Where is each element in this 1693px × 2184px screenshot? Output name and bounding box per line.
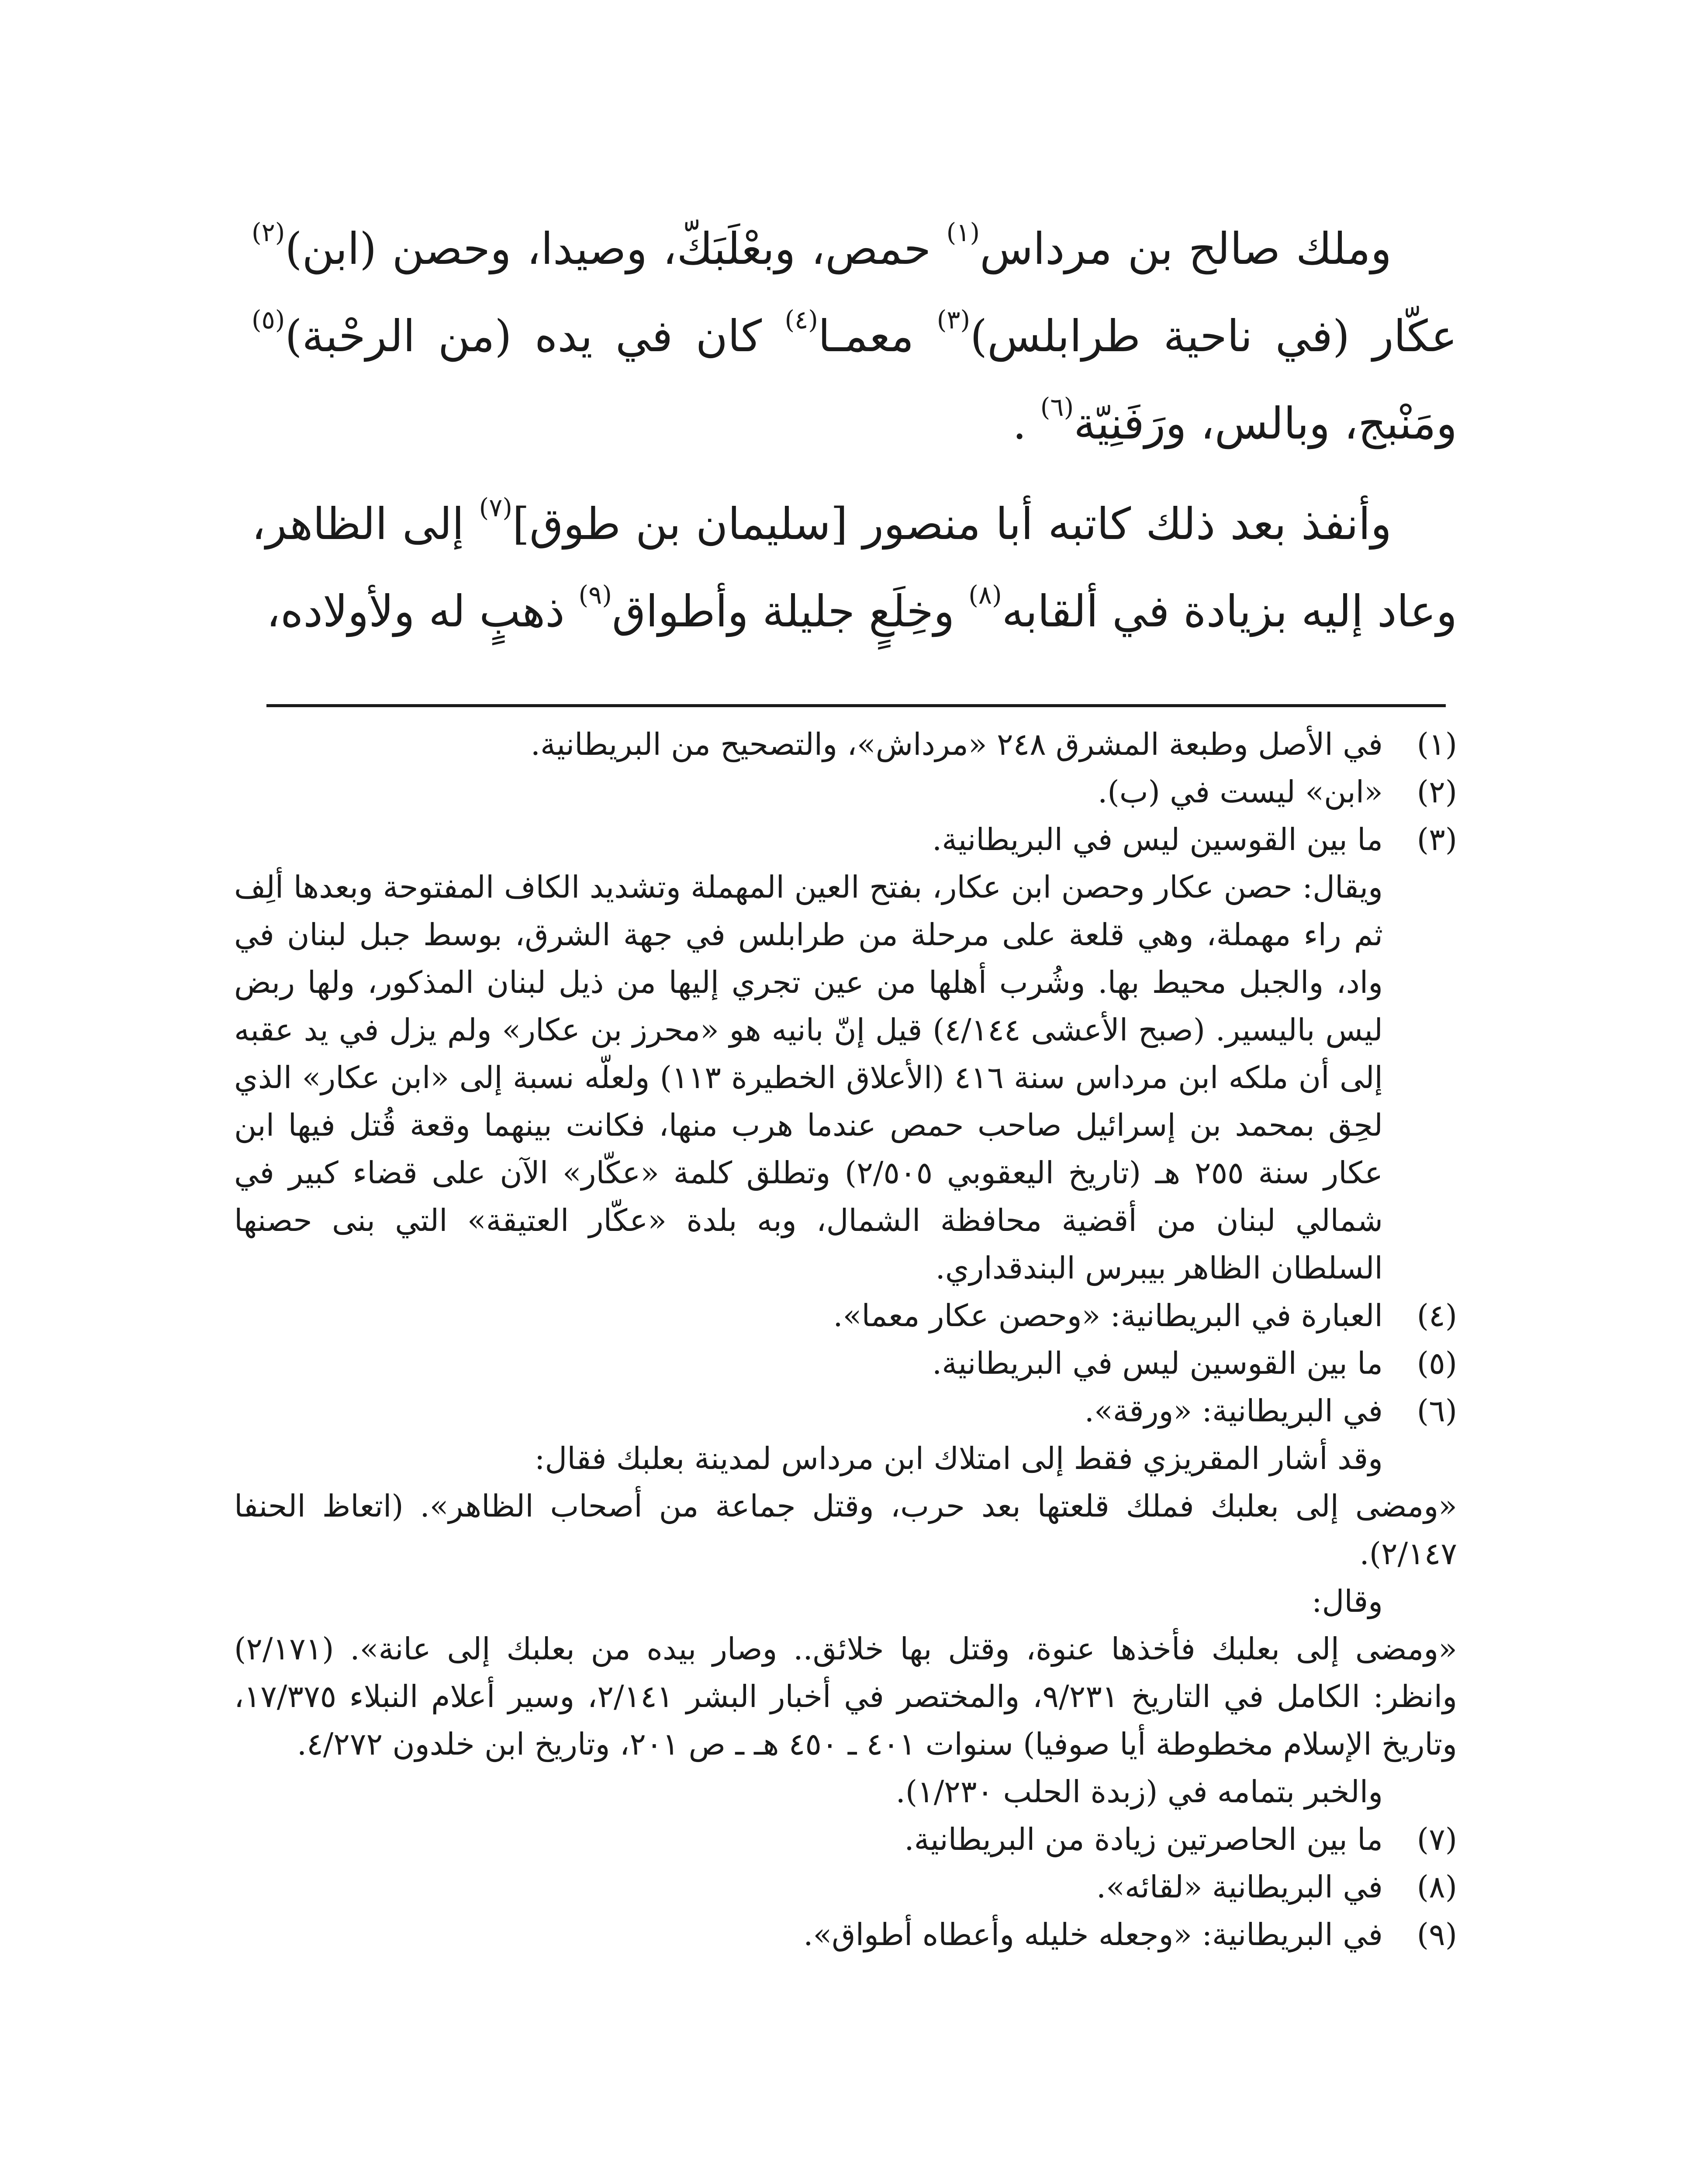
footnote-5 — [234, 1340, 1457, 1387]
footnote-6-continuation: وقد أشار المقريزي فقط إلى امتلاك ابن مرداس لمدينة بعلبك فقال: — [534, 1441, 1383, 1476]
paragraph-2-text: إلى الظاهر، وعاد إليه بزيادة في ألقابه — [252, 498, 1457, 637]
footnote-text: «ابن» ليست في (ب). — [1098, 774, 1383, 810]
footnote-text: في البريطانية: «ورقة». — [1084, 1393, 1383, 1429]
paragraph-1-text: كان في يده (من الرحْبة) — [285, 311, 785, 362]
footnote-ref-8: (٨) — [968, 580, 1002, 610]
paragraph-1 — [252, 205, 1457, 467]
footnote-ref-7: (٧) — [479, 493, 513, 522]
paragraph-2-text: ذهبٍ له ولأولاده، — [266, 586, 579, 637]
paragraph-2-text: وخِلَعٍ جليلة وأطواق — [612, 586, 969, 637]
footnote-number: (٤) — [1417, 1298, 1457, 1334]
footnote-ref-4: (٤) — [784, 305, 818, 335]
paragraph-1-text: حمص، وبعْلَبَكّ، وصيدا، وحصن (ابن) — [285, 223, 947, 274]
footnote-ref-3: (٣) — [936, 305, 971, 335]
paragraph-1-text: وملك صالح بن مرداس — [980, 223, 1392, 274]
footnote-ref-9: (٩) — [578, 580, 612, 610]
footnote-number: (٥) — [1417, 1345, 1457, 1381]
footnote-number: (٣) — [1417, 822, 1457, 857]
footnote-3 — [234, 816, 1457, 864]
main-text — [252, 205, 1457, 668]
footnote-text: في البريطانية: «وجعله خليله وأعطاه أطواق». — [803, 1917, 1383, 1952]
paragraph-1-text: . — [1012, 398, 1040, 449]
footnote-number: (٩) — [1417, 1917, 1457, 1952]
paragraph-1-text: عكّار (في ناحية طرابلس) — [970, 311, 1458, 362]
paragraph-2 — [252, 480, 1457, 655]
footnote-7 — [234, 1816, 1457, 1863]
footnote-ref-1: (١) — [946, 218, 980, 247]
footnote-1 — [234, 721, 1457, 768]
footnote-text: ما بين القوسين ليس في البريطانية. — [932, 1345, 1383, 1381]
footnote-2 — [234, 768, 1457, 816]
footnote-text: العبارة في البريطانية: «وحصن عكار معما». — [833, 1298, 1383, 1334]
footnote-separator — [266, 704, 1446, 707]
footnotes — [234, 721, 1457, 1959]
paragraph-1-text: معمـا — [818, 311, 937, 362]
footnote-number: (٧) — [1417, 1821, 1457, 1857]
footnote-number: (٢) — [1417, 774, 1457, 810]
footnote-number: (٦) — [1417, 1393, 1457, 1429]
footnote-text: ما بين الحاصرتين زيادة من البريطانية. — [904, 1821, 1383, 1857]
footnote-6-continuation: «ومضى إلى بعلبك فأخذها عنوة، وقتل بها خلائق.. وصار بيده من بعلبك إلى عانة». (٢/١٧١) وانظر: الكامل في التاريخ ٩/٢٣١، والمختصر في أخبار البشر ٢/١٤١، وسير أعلام النبلاء ١٧/٣٧٥، وتاريخ الإسلام مخطوطة أيا صوفيا) سنوات ٤٠١ ـ ٤٥٠ هـ ـ ص ٢٠١، وتاريخ ابن خلدون ٤/٢٧٢. — [234, 1631, 1458, 1762]
paragraph-2-text: وأنفذ بعد ذلك كاتبه أبا منصور [سليمان بن طوق] — [512, 498, 1392, 549]
footnote-6-continuation: والخبر بتمامه في (زبدة الحلب ١/٢٣٠). — [895, 1774, 1383, 1810]
footnote-text: في الأصل وطبعة المشرق ٢٤٨ «مرداش»، والتصحيح من البريطانية. — [530, 726, 1383, 762]
footnote-text: ما بين القوسين ليس في البريطانية. — [932, 822, 1383, 857]
footnote-ref-6: (٦) — [1040, 392, 1074, 422]
footnote-9 — [234, 1911, 1457, 1959]
footnote-number: (١) — [1417, 726, 1457, 762]
footnote-3-continuation: ويقال: حصن عكار وحصن ابن عكار، بفتح العين المهملة وتشديد الكاف المفتوحة وبعدها ألِف ثم راء مهملة، وهي قلعة على مرحلة من طرابلس في جهة الشرق، بوسط جبل لبنان في واد، والجبل محيط بها. وشُرب أهلها من عين تجري إليها من ذيل لبنان المذكور، ولها ربض ليس باليسير. (صبح الأعشى ٤/١٤٤) قيل إنّ بانيه هو «محرز بن عكار» ولم يزل في يد عقبه إلى أن ملكه ابن مرداس سنة ٤١٦ (الأعلاق الخطيرة ١١٣) ولعلّه نسبة إلى «ابن عكار» الذي لحِق بمحمد بن إسرائيل صاحب حمص عندما هرب منها، فكانت بينهما وقعة قُتل فيها ابن عكار سنة ٢٥٥ هـ (تاريخ اليعقوبي ٢/٥٠٥) وتطلق كلمة «عكّار» الآن على قضاء كبير في شمالي لبنان من أقضية محافظة الشمال، وبه بلدة «عكّار العتيقة» التي بنى حصنها السلطان الظاهر بيبرس البندقداري. — [234, 869, 1383, 1286]
footnote-6-continuation: «ومضى إلى بعلبك فملك قلعتها بعد حرب، وقتل جماعة من أصحاب الظاهر». (اتعاظ الحنفا ٢/١٤٧). — [234, 1488, 1457, 1572]
footnote-text: في البريطانية «لقائه». — [1096, 1869, 1383, 1905]
footnote-6-continuation: وقال: — [1311, 1583, 1383, 1619]
paragraph-1-text: ومَنْبج، وبالس، ورَفَنِيّة — [1074, 398, 1457, 449]
footnote-ref-2: (٢) — [252, 218, 285, 247]
footnote-8 — [234, 1863, 1457, 1911]
footnote-4 — [234, 1292, 1457, 1340]
footnote-number: (٨) — [1417, 1869, 1457, 1905]
footnote-ref-5: (٥) — [252, 305, 285, 335]
footnote-6 — [234, 1387, 1457, 1435]
